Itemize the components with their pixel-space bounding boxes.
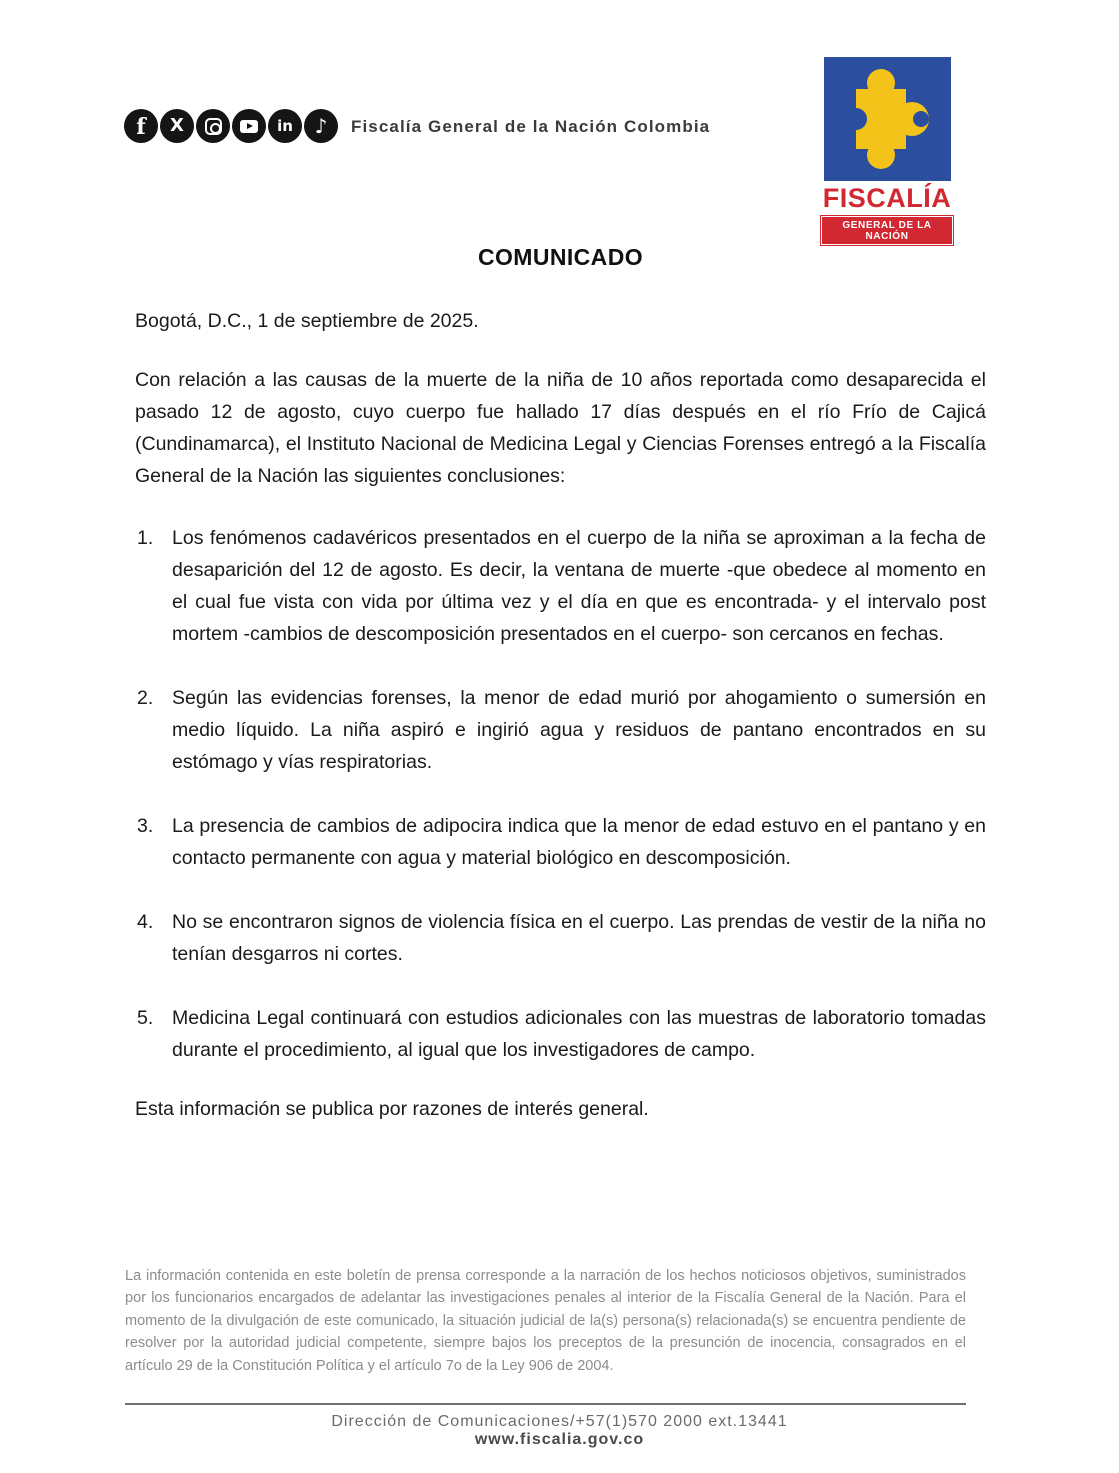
list-item [135,522,986,650]
fiscalia-logo [821,57,953,245]
x-twitter-icon[interactable] [160,109,194,143]
document-body [135,244,986,1121]
list-item [135,906,986,970]
list-item-number: 1. [137,527,154,549]
linkedin-glyph: in [277,116,293,135]
document-title: COMUNICADO [478,244,643,270]
youtube-glyph [240,120,258,133]
list-item-text: Según las evidencias forenses, la menor de edad murió por ahogamiento o sumersión en medio líquido. La niña aspiró e ingirió agua y residuos de pantano encontrados en su estómago y vías respiratorias. [172,687,986,773]
list-item-number: 2. [137,687,154,709]
list-item-number: 4. [137,911,154,933]
header-account-name: Fiscalía General de la Nación Colombia [351,117,711,136]
youtube-icon[interactable] [232,109,266,143]
puzzle-piece-icon [824,57,951,181]
tiktok-glyph: ♪ [314,114,328,138]
list-item [135,810,986,874]
social-icons-row [124,109,338,143]
closing-line: Esta información se publica por razones de interés general. [135,1098,649,1120]
list-item-text: La presencia de cambios de adipocira indica que la menor de edad estuvo en el pantano y en contacto permanente con agua y material biológico en descomposición. [172,815,986,869]
facebook-glyph: f [136,114,146,140]
instagram-glyph [205,118,222,135]
list-item-number: 5. [137,1007,154,1029]
intro-paragraph: Con relación a las causas de la muerte de la niña de 10 años reportada como desaparecida el pasado 12 de agosto, cuyo cuerpo fue hallado 17 días después en el río Frío de Cajicá (Cundinamarca), el Instituto Nacional de Medicina Legal y Ciencias Forenses entregó a la Fiscalía General de la Nación las siguientes conclusiones: [135,369,986,487]
contact-phone-line: Dirección de Comunicaciones/+57(1)570 2000 ext.13441 [331,1413,788,1430]
conclusions-list [135,522,986,1066]
facebook-icon[interactable] [124,109,158,143]
list-item-text: Los fenómenos cadavéricos presentados en el cuerpo de la niña se aproximan a la fecha de desaparición del 12 de agosto. Es decir, la ventana de muerte -que obedece al momento en el cual fue vista con vida por última vez y el día en que es encontrada- y el intervalo post mortem -cambios de descomposición presentados en el cuerpo- son cercanos en fechas. [172,527,986,645]
list-item-text: Medicina Legal continuará con estudios adicionales con las muestras de laboratorio tomadas durante el procedimiento, al igual que los investigadores de campo. [172,1007,986,1061]
linkedin-icon[interactable] [268,109,302,143]
list-item [135,682,986,778]
list-item-number: 3. [137,815,154,837]
tiktok-icon[interactable] [304,109,338,143]
website-link[interactable]: www.fiscalia.gov.co [474,1431,645,1448]
footer-divider [125,1403,966,1405]
footer-contact [0,1413,1119,1449]
logo-tagline: GENERAL DE LA NACIÓN [821,216,953,245]
list-item-text: No se encontraron signos de violencia física en el cuerpo. Las prendas de vestir de la niña no tenían desgarros ni cortes. [172,911,986,965]
logo-wordmark: FISCALÍA [822,183,952,213]
legal-disclaimer: La información contenida en este boletín de prensa corresponde a la narración de los hechos noticiosos objetivos, suministrados por los funcionarios encargados de adelantar las investigaciones penales al interior de la Fiscalía General de la Nación. Para el momento de la divulgación de este comunicado, la situación judicial de la(s) persona(s) relacionada(s) se encuentra pendiente de resolver por la autoridad judicial competente, siempre bajos los preceptos de la presunción de inocencia, consagrados en el artículo 29 de la Constitución Política y el artículo 7o de la Ley 906 de 2004. [125,1268,966,1374]
dateline: Bogotá, D.C., 1 de septiembre de 2025. [135,310,479,332]
x-twitter-glyph: X [170,115,184,136]
list-item [135,1002,986,1066]
instagram-icon[interactable] [196,109,230,143]
